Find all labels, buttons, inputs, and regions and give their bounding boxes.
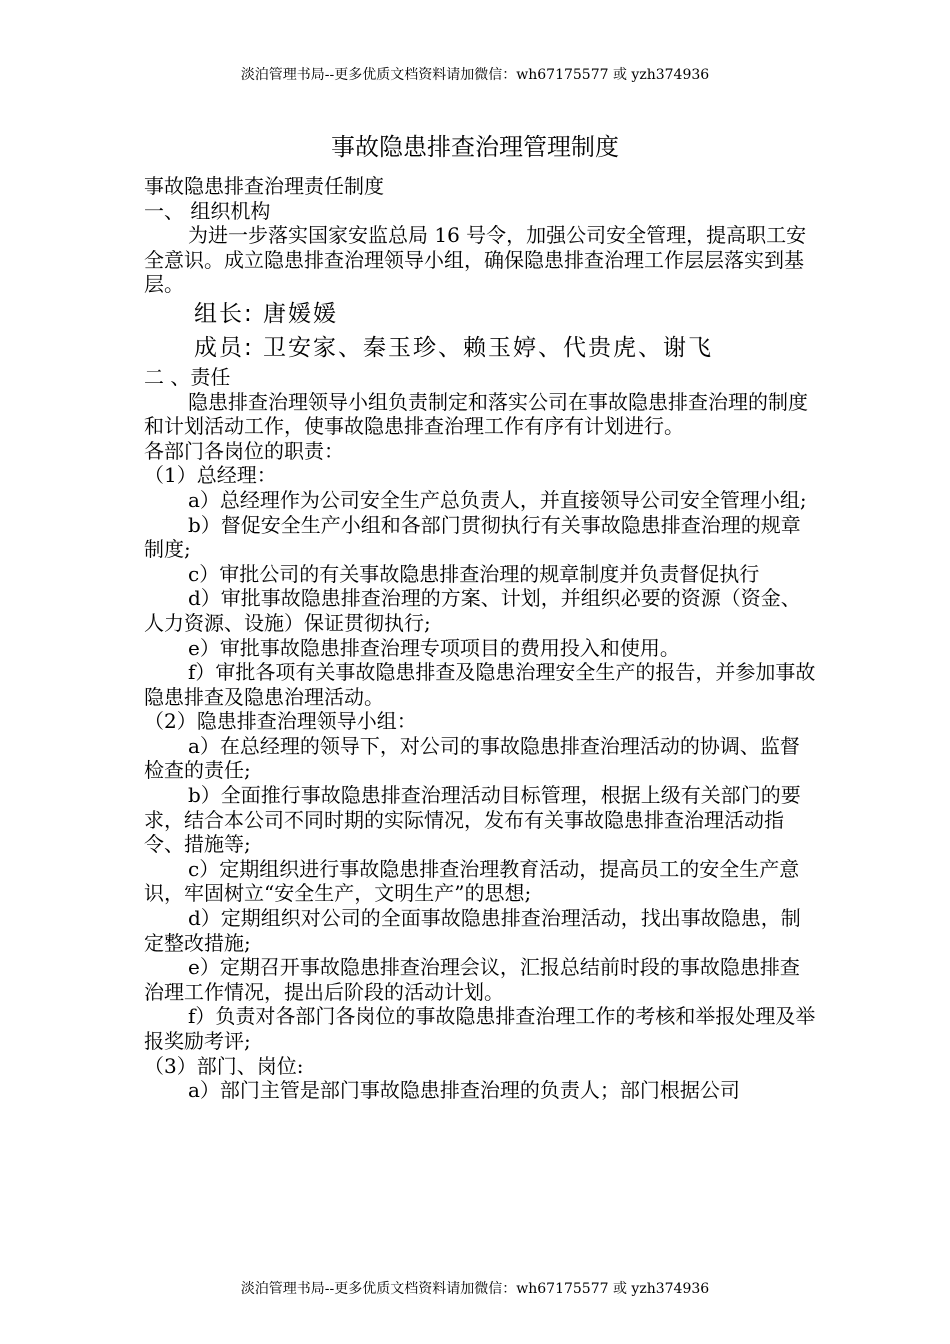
group-members-line: 成员: 卫安家、秦玉珍、赖玉婷、代贵虎、谢飞: [194, 334, 714, 361]
list-item: a）总经理作为公司安全生产总负责人，并直接领导公司安全管理小组;: [188, 487, 807, 512]
subtitle: 事故隐患排查治理责任制度: [144, 174, 384, 198]
list-item: d）定期组织对公司的全面事故隐患排查治理活动，找出事故隐患，制定整改措施;: [144, 906, 801, 955]
paragraph-responsibility-intro: 隐患排查治理领导小组负责制定和落实公司在事故隐患排查治理的制度和计划活动工作，使事故隐患排查治理工作有序有计划进行。: [144, 389, 808, 439]
list-item: b）全面推行事故隐患排查治理活动目标管理，根据上级有关部门的要求，结合本公司不同时期的实际情况，发布有关事故隐患排查治理活动指令、措施等;: [144, 783, 801, 857]
list-item: e）审批事故隐患排查治理专项项目的费用投入和使用。: [188, 635, 680, 660]
footer-watermark-note: 淡泊管理书局--更多优质文档资料请加微信：wh67175577 或 yzh374936: [240, 1281, 710, 1297]
list-item: c）定期组织进行事故隐患排查治理教育活动，提高员工的安全生产意识，牢固树立“安全生产，文明生产”的思想;: [144, 856, 800, 906]
subsection-heading-departments: （3）部门、岗位:: [144, 1053, 304, 1078]
header-watermark-note: 淡泊管理书局--更多优质文档资料请加微信：wh67175577 或 yzh374936: [240, 67, 710, 83]
list-item: e）定期召开事故隐患排查治理会议，汇报总结前时段的事故隐患排查治理工作情况，提出后阶段的活动计划。: [144, 955, 800, 1004]
subsection-heading-leading-group: （2）隐患排查治理领导小组：: [144, 709, 417, 734]
section-heading-organization: 一、 组织机构: [144, 198, 271, 223]
document-body: [144, 174, 816, 1103]
subsection-heading-general-manager: （1）总经理：: [144, 463, 277, 488]
section-heading-responsibility: 二 、责任: [144, 364, 231, 389]
list-item: b）督促安全生产小组和各部门贯彻执行有关事故隐患排查治理的规章制度;: [144, 512, 801, 562]
list-item: f）审批各项有关事故隐患排查及隐患治理安全生产的报告，并参加事故隐患排查及隐患治理活动。: [144, 660, 816, 709]
document-title: 事故隐患排查治理管理制度: [331, 133, 619, 161]
duties-heading: 各部门各岗位的职责：: [144, 438, 344, 463]
list-item: a）在总经理的领导下，对公司的事故隐患排查治理活动的协调、监督检查的责任;: [144, 733, 800, 783]
list-item: d）审批事故隐患排查治理的方案、计划，并组织必要的资源（资金、人力资源、设施）保证贯彻执行;: [144, 586, 801, 635]
list-item: c）审批公司的有关事故隐患排查治理的规章制度并负责督促执行: [188, 561, 760, 586]
list-item: a）部门主管是部门事故隐患排查治理的负责人；部门根据公司: [188, 1078, 740, 1103]
paragraph-organization-intro: 为进一步落实国家安监总局 16 号令，加强公司安全管理，提高职工安全意识。成立隐患排查治理领导小组，确保隐患排查治理工作层层落实到基层。: [144, 223, 807, 297]
list-item: f）负责对各部门各岗位的事故隐患排查治理工作的考核和举报处理及举报奖励考评;: [144, 1004, 816, 1053]
group-leader-line: 组长: 唐媛媛: [194, 300, 339, 327]
